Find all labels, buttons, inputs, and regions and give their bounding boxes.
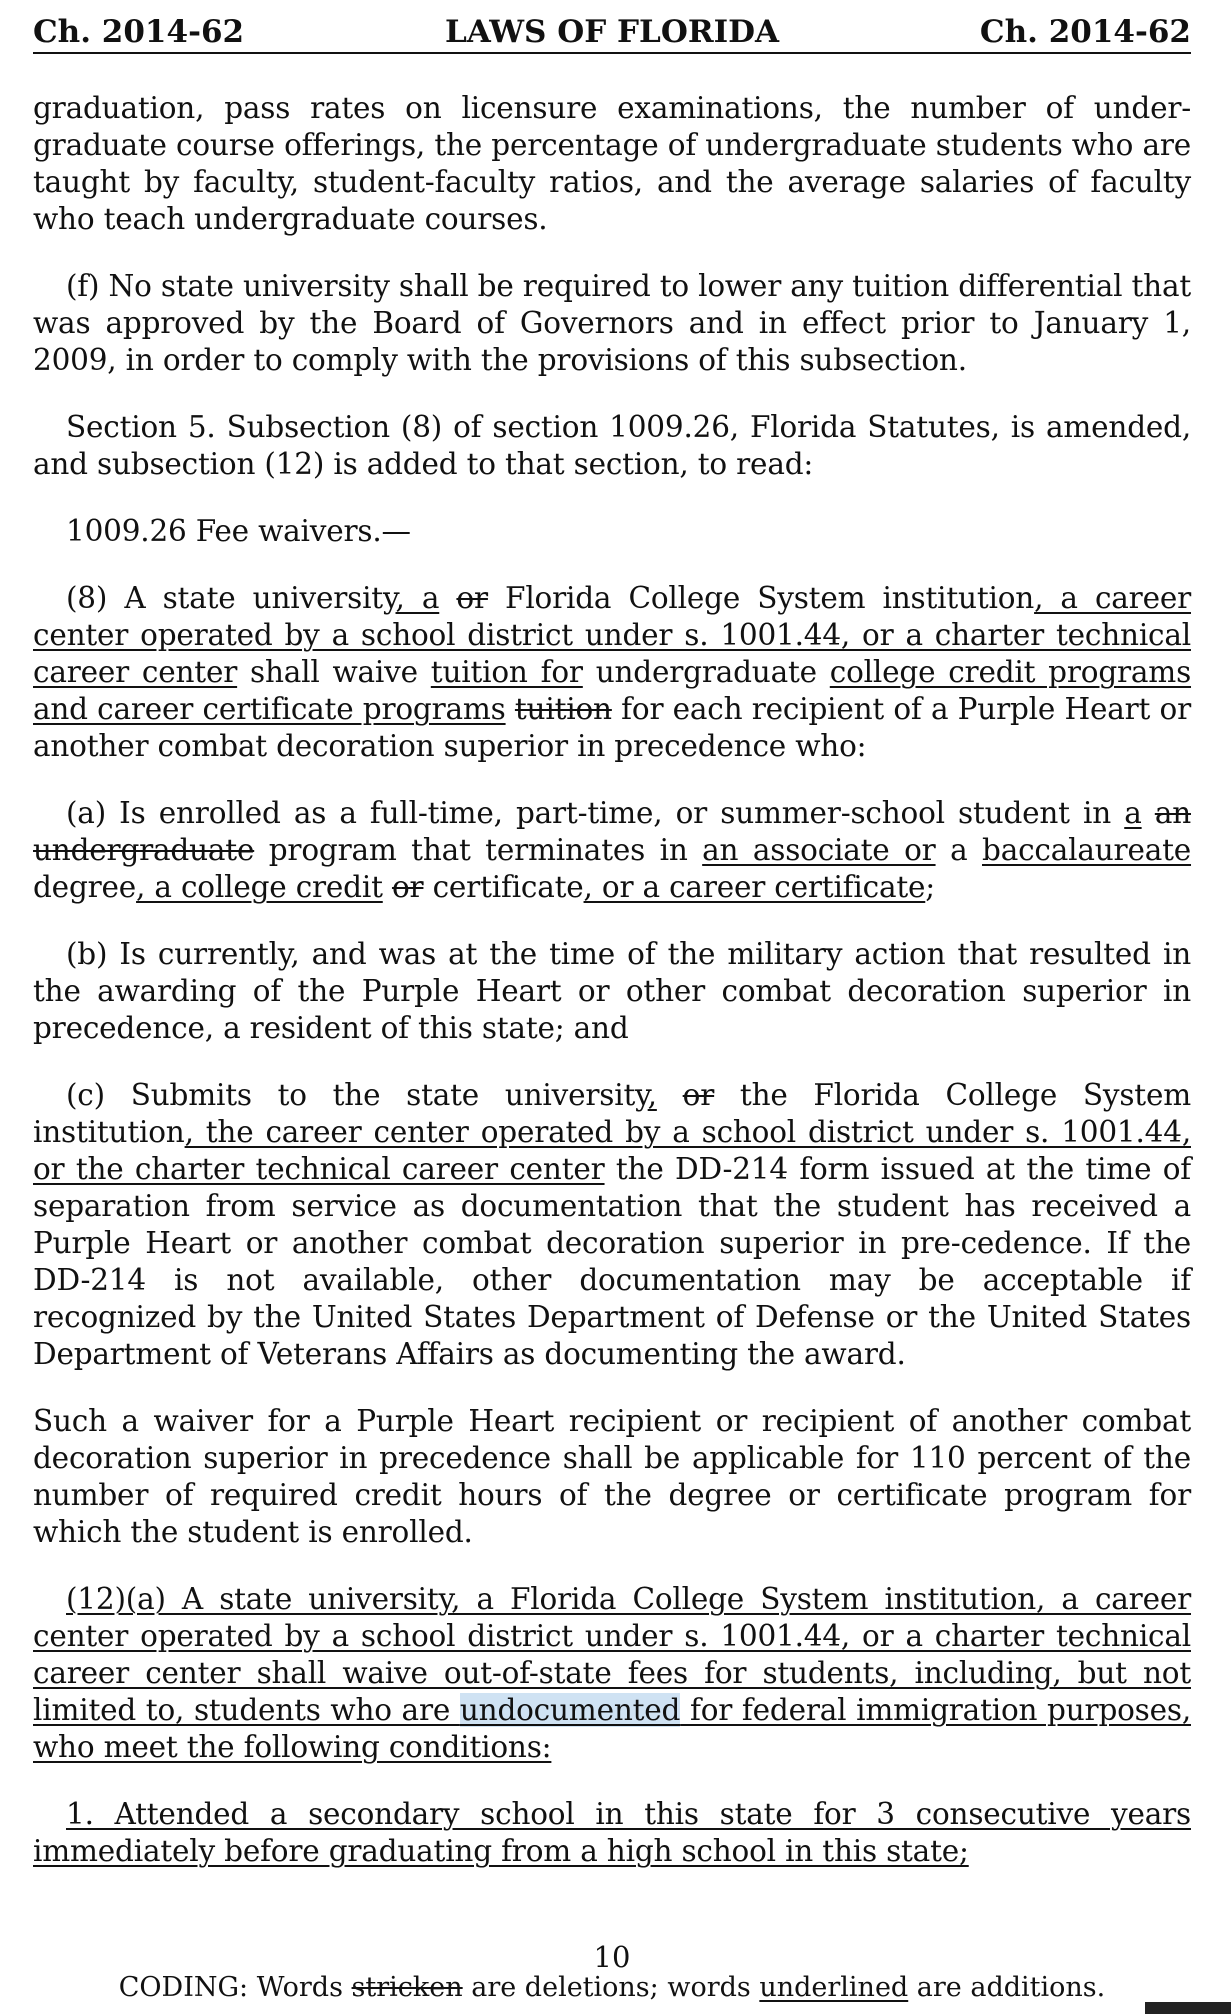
- added-text: , or a career certificate: [583, 870, 926, 904]
- header-title: LAWS OF FLORIDA: [444, 14, 780, 50]
- deleted-text: or: [682, 1078, 715, 1112]
- deleted-text: or: [391, 870, 424, 904]
- added-text: ,: [647, 1078, 657, 1112]
- text-run: [439, 581, 456, 615]
- paragraph-waiver-applicability: Such a waiver for a Purple Heart recipient or recipient of another combat decoration superior in precedence shall be applicable for 110 percent of the number of required credit hours of the degree or certificate program for which the student is enrolled.: [33, 1404, 1191, 1549]
- legend-stricken-example: stricken: [351, 1972, 463, 2003]
- legend-text: are additions.: [908, 1972, 1106, 2003]
- deleted-text: or: [456, 581, 488, 615]
- text-run: ;: [925, 870, 936, 904]
- section-heading-1009-26: 1009.26 Fee waivers.—: [66, 514, 411, 548]
- added-text: (12)(a) A state university, a Florida College System institution, a career center operated by a school district under s. 1001.44, or a charter technical career center shall waive out-of-state fees for students, including, but not limited to, students who are: [33, 1582, 1191, 1727]
- text-run: Florida College System institution: [487, 581, 1035, 615]
- text-run: (c) Submits to the state university: [66, 1078, 648, 1112]
- text-run: degree: [33, 870, 137, 904]
- text-run: a: [935, 833, 983, 867]
- added-text: college credit programs and career certificate programs: [33, 655, 1192, 726]
- highlighted-word[interactable]: undocumented: [459, 1693, 681, 1727]
- text-run: undergraduate: [582, 655, 830, 689]
- added-text: for federal immigration purposes, who meet the following conditions:: [33, 1693, 1191, 1764]
- added-text: baccalaureate: [982, 833, 1192, 867]
- added-text: , a college credit: [136, 870, 383, 904]
- text-run: (8) A state university: [66, 581, 396, 615]
- paragraph-section-5: Section 5. Subsection (8) of section 1009.26, Florida Statutes, is amended, and subsection (12) is added to that section, to read:: [33, 410, 1191, 481]
- text-run: [506, 692, 515, 726]
- text-run: the Florida College System institution: [33, 1078, 1191, 1149]
- page-number: 10: [593, 1940, 631, 1974]
- text-run: program that terminates in: [254, 833, 703, 867]
- paragraph-subsection-12a: [33, 1581, 1191, 1766]
- text-run: certificate: [423, 870, 584, 904]
- text-run: [1142, 796, 1155, 830]
- added-text: 1. Attended a secondary school in this state for 3 consecutive years immediately before graduating from a high school in this state;: [33, 1797, 1191, 1868]
- text-run: shall waive: [237, 655, 431, 689]
- added-text: , a: [395, 581, 440, 615]
- paragraph-f: (f) No state university shall be required to lower any tuition differential that was approved by the Board of Governors and in effect prior to January 1, 2009, in order to comply with the provisions of this subsection.: [33, 269, 1191, 377]
- text-run: the DD-214 form issued at the time of separation from service as documentation that the student has received a Purple Heart or another combat decoration superior in pre-cedence. If the DD-214 is not available, other documentation may be acceptable if recognized by the United States Department of Defense or the United States Department of Veterans Affairs as documenting the award.: [33, 1152, 1191, 1371]
- paragraph-a: [33, 795, 1191, 906]
- paragraph-condition-1: [33, 1796, 1191, 1870]
- deleted-text: tuition: [514, 692, 612, 726]
- text-run: (a) Is enrolled as a full-time, part-time, or summer-school student in: [66, 796, 1125, 830]
- deleted-text: an undergraduate: [33, 796, 1191, 867]
- added-text: , a career center operated by a school district under s. 1001.44, or a charter technical career center: [33, 581, 1191, 689]
- page-header: [33, 14, 1191, 54]
- page-edge-bar: [1145, 2002, 1231, 2014]
- added-text: , the career center operated by a school district under s. 1001.44, or the charter technical career center: [33, 1115, 1191, 1186]
- paragraph-b: (b) Is currently, and was at the time of the military action that resulted in the awarding of the Purple Heart or other combat decoration superior in precedence, a resident of this state; and: [33, 937, 1191, 1045]
- text-run: [383, 870, 392, 904]
- paragraph-subsection-8: [33, 580, 1191, 765]
- header-chapter-left: Ch. 2014-62: [33, 14, 245, 50]
- added-text: tuition for: [430, 655, 583, 689]
- paragraph-c: [33, 1077, 1191, 1373]
- text-run: for each recipient of a Purple Heart or another combat decoration superior in precedence who:: [33, 692, 1191, 763]
- coding-legend: [33, 1972, 1191, 2003]
- legend-underlined-example: underlined: [759, 1972, 909, 2003]
- added-text: an associate or: [702, 833, 936, 867]
- legend-text: are deletions; words: [462, 1972, 760, 2003]
- added-text: a: [1124, 796, 1142, 830]
- paragraph-continuation: graduation, pass rates on licensure examinations, the number of under-graduate course offerings, the percentage of undergraduate students who are taught by faculty, student-faculty ratios, and the average salaries of faculty who teach undergraduate courses.: [33, 91, 1191, 236]
- legend-text: CODING: Words: [118, 1972, 352, 2003]
- header-chapter-right: Ch. 2014-62: [979, 14, 1191, 50]
- statute-body: [33, 90, 1191, 1900]
- text-run: [657, 1078, 683, 1112]
